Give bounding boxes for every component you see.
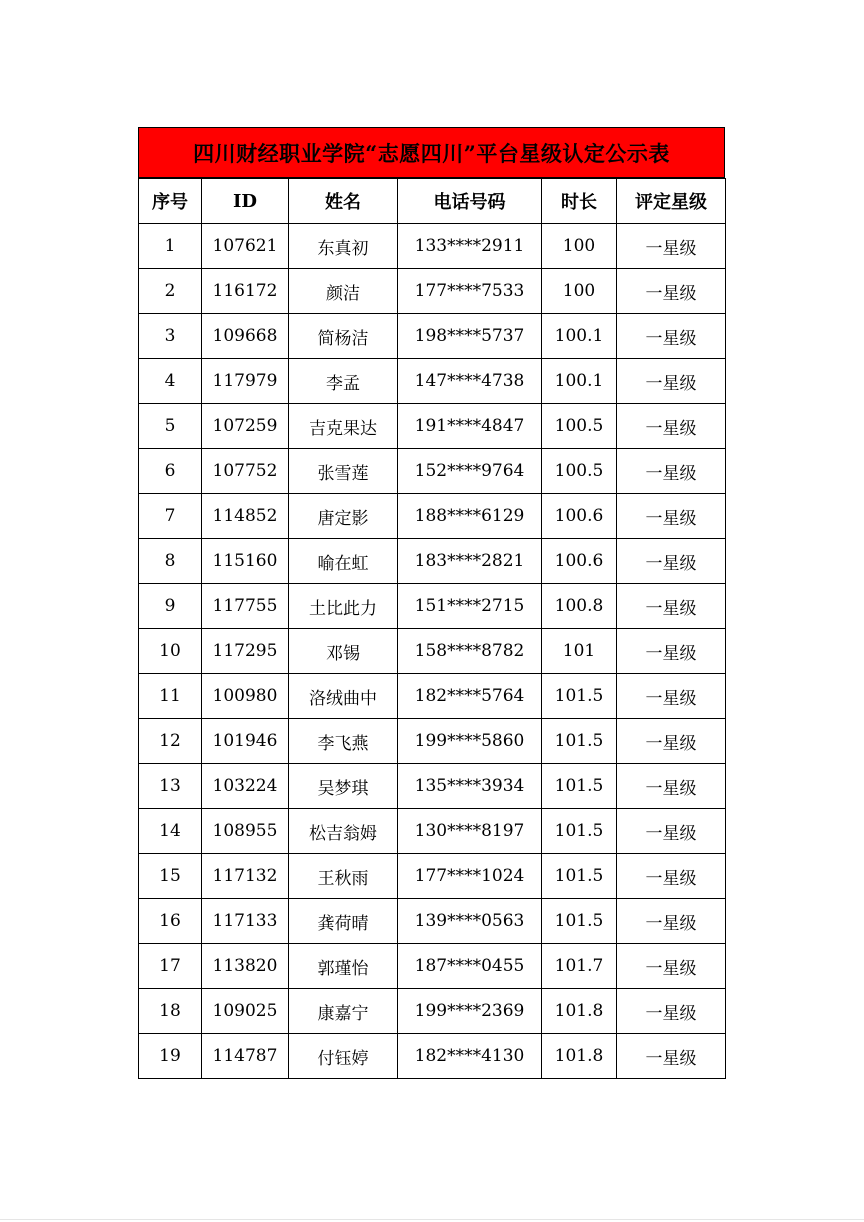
cell-hours: 100 (542, 224, 617, 269)
cell-star-level: 一星级 (617, 1034, 726, 1079)
cell-star-level: 一星级 (617, 944, 726, 989)
cell-hours: 101.5 (542, 719, 617, 764)
cell-hours: 100 (542, 269, 617, 314)
cell-name: 土比此力 (289, 584, 398, 629)
cell-star-level: 一星级 (617, 809, 726, 854)
cell-id: 109668 (202, 314, 289, 359)
cell-hours: 101.7 (542, 944, 617, 989)
cell-star-level: 一星级 (617, 899, 726, 944)
cell-phone: 183****2821 (398, 539, 542, 584)
cell-seq: 15 (139, 854, 202, 899)
cell-name: 王秋雨 (289, 854, 398, 899)
cell-seq: 13 (139, 764, 202, 809)
cell-seq: 18 (139, 989, 202, 1034)
cell-id: 117132 (202, 854, 289, 899)
page-bottom-divider (0, 1219, 864, 1220)
cell-id: 117133 (202, 899, 289, 944)
cell-phone: 182****5764 (398, 674, 542, 719)
table-row (139, 269, 726, 314)
header-star-level: 评定星级 (617, 179, 726, 224)
header-hours: 时长 (542, 179, 617, 224)
table-row (139, 494, 726, 539)
cell-id: 114852 (202, 494, 289, 539)
table-row (139, 404, 726, 449)
cell-phone: 177****1024 (398, 854, 542, 899)
cell-star-level: 一星级 (617, 449, 726, 494)
cell-name: 吉克果达 (289, 404, 398, 449)
cell-seq: 10 (139, 629, 202, 674)
cell-seq: 4 (139, 359, 202, 404)
table-row (139, 359, 726, 404)
cell-hours: 101.5 (542, 854, 617, 899)
cell-hours: 101.5 (542, 809, 617, 854)
cell-star-level: 一星级 (617, 269, 726, 314)
table-row (139, 674, 726, 719)
cell-hours: 101.5 (542, 674, 617, 719)
cell-seq: 1 (139, 224, 202, 269)
cell-id: 103224 (202, 764, 289, 809)
cell-star-level: 一星级 (617, 989, 726, 1034)
cell-hours: 100.1 (542, 314, 617, 359)
table-row (139, 764, 726, 809)
cell-seq: 16 (139, 899, 202, 944)
cell-name: 郭瑾怡 (289, 944, 398, 989)
cell-hours: 100.1 (542, 359, 617, 404)
cell-hours: 100.6 (542, 539, 617, 584)
cell-phone: 147****4738 (398, 359, 542, 404)
cell-phone: 135****3934 (398, 764, 542, 809)
cell-phone: 152****9764 (398, 449, 542, 494)
cell-star-level: 一星级 (617, 674, 726, 719)
cell-phone: 130****8197 (398, 809, 542, 854)
cell-id: 107259 (202, 404, 289, 449)
cell-name: 康嘉宁 (289, 989, 398, 1034)
cell-star-level: 一星级 (617, 584, 726, 629)
cell-hours: 100.5 (542, 404, 617, 449)
cell-phone: 199****5860 (398, 719, 542, 764)
cell-id: 107752 (202, 449, 289, 494)
cell-seq: 5 (139, 404, 202, 449)
cell-star-level: 一星级 (617, 719, 726, 764)
header-id: ID (202, 179, 289, 224)
cell-hours: 101.5 (542, 899, 617, 944)
cell-id: 100980 (202, 674, 289, 719)
cell-phone: 139****0563 (398, 899, 542, 944)
table-row (139, 854, 726, 899)
cell-phone: 191****4847 (398, 404, 542, 449)
cell-star-level: 一星级 (617, 854, 726, 899)
header-phone: 电话号码 (398, 179, 542, 224)
cell-name: 颜洁 (289, 269, 398, 314)
star-rating-table (138, 127, 725, 1079)
header-name: 姓名 (289, 179, 398, 224)
table-row (139, 629, 726, 674)
cell-seq: 8 (139, 539, 202, 584)
cell-id: 116172 (202, 269, 289, 314)
header-seq: 序号 (139, 179, 202, 224)
cell-star-level: 一星级 (617, 764, 726, 809)
cell-phone: 133****2911 (398, 224, 542, 269)
table-row (139, 224, 726, 269)
cell-id: 107621 (202, 224, 289, 269)
cell-seq: 14 (139, 809, 202, 854)
cell-phone: 199****2369 (398, 989, 542, 1034)
cell-phone: 187****0455 (398, 944, 542, 989)
cell-seq: 3 (139, 314, 202, 359)
table-row (139, 449, 726, 494)
cell-name: 东真初 (289, 224, 398, 269)
table-title: 四川财经职业学院“志愿四川”平台星级认定公示表 (138, 127, 725, 178)
cell-phone: 188****6129 (398, 494, 542, 539)
cell-star-level: 一星级 (617, 359, 726, 404)
cell-seq: 7 (139, 494, 202, 539)
table-row (139, 314, 726, 359)
table-row (139, 584, 726, 629)
cell-name: 吴梦琪 (289, 764, 398, 809)
cell-phone: 198****5737 (398, 314, 542, 359)
table-row (139, 1034, 726, 1079)
table-row (139, 539, 726, 584)
cell-seq: 12 (139, 719, 202, 764)
cell-name: 简杨洁 (289, 314, 398, 359)
cell-star-level: 一星级 (617, 539, 726, 584)
table-row (139, 944, 726, 989)
cell-name: 松吉翁姆 (289, 809, 398, 854)
cell-id: 101946 (202, 719, 289, 764)
cell-seq: 17 (139, 944, 202, 989)
cell-id: 117979 (202, 359, 289, 404)
cell-name: 李孟 (289, 359, 398, 404)
cell-star-level: 一星级 (617, 224, 726, 269)
table-row (139, 719, 726, 764)
cell-phone: 182****4130 (398, 1034, 542, 1079)
cell-name: 付钰婷 (289, 1034, 398, 1079)
cell-hours: 100.8 (542, 584, 617, 629)
table-row (139, 809, 726, 854)
cell-id: 117755 (202, 584, 289, 629)
table-row (139, 989, 726, 1034)
cell-name: 唐定影 (289, 494, 398, 539)
table-row (139, 899, 726, 944)
cell-name: 龚荷晴 (289, 899, 398, 944)
cell-id: 108955 (202, 809, 289, 854)
cell-phone: 177****7533 (398, 269, 542, 314)
cell-id: 114787 (202, 1034, 289, 1079)
cell-id: 117295 (202, 629, 289, 674)
cell-hours: 101.5 (542, 764, 617, 809)
cell-star-level: 一星级 (617, 494, 726, 539)
cell-name: 喻在虹 (289, 539, 398, 584)
cell-hours: 101.8 (542, 989, 617, 1034)
cell-name: 洛绒曲中 (289, 674, 398, 719)
cell-name: 邓锡 (289, 629, 398, 674)
header-row (139, 179, 726, 224)
cell-name: 张雪莲 (289, 449, 398, 494)
cell-seq: 19 (139, 1034, 202, 1079)
cell-seq: 2 (139, 269, 202, 314)
cell-phone: 151****2715 (398, 584, 542, 629)
data-table (138, 178, 726, 1079)
cell-seq: 11 (139, 674, 202, 719)
cell-phone: 158****8782 (398, 629, 542, 674)
cell-star-level: 一星级 (617, 404, 726, 449)
cell-hours: 100.5 (542, 449, 617, 494)
cell-star-level: 一星级 (617, 629, 726, 674)
cell-id: 109025 (202, 989, 289, 1034)
table-body (139, 224, 726, 1079)
cell-star-level: 一星级 (617, 314, 726, 359)
cell-id: 113820 (202, 944, 289, 989)
cell-id: 115160 (202, 539, 289, 584)
cell-hours: 101 (542, 629, 617, 674)
cell-hours: 100.6 (542, 494, 617, 539)
cell-hours: 101.8 (542, 1034, 617, 1079)
cell-seq: 6 (139, 449, 202, 494)
cell-seq: 9 (139, 584, 202, 629)
cell-name: 李飞燕 (289, 719, 398, 764)
